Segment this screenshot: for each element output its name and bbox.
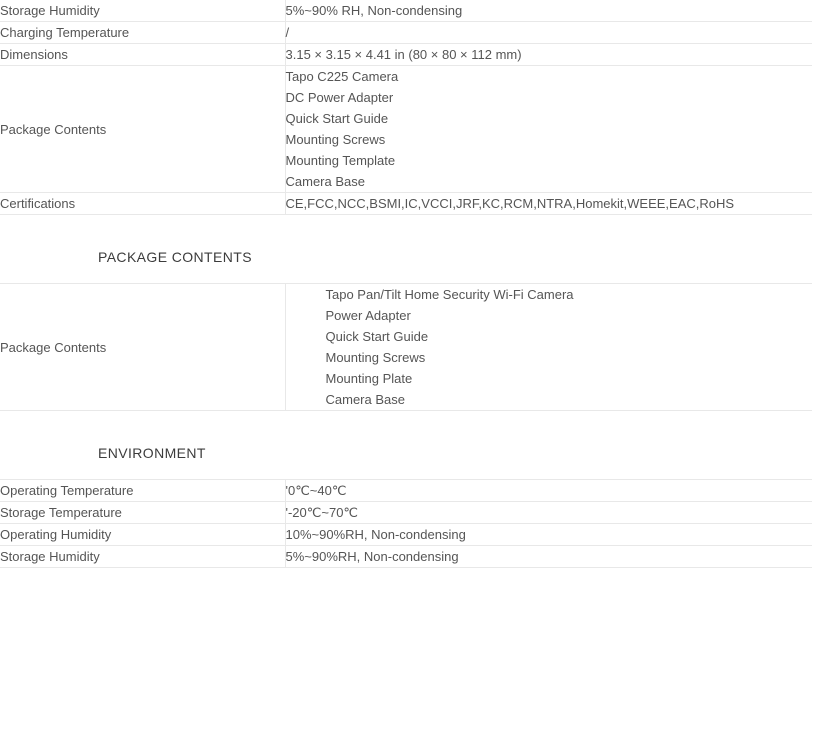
list-item: Quick Start Guide [285,111,389,126]
row-label: Package Contents [0,66,285,193]
section-heading-environment: ENVIRONMENT [98,445,206,461]
table-row [0,66,812,193]
table-row [0,0,812,22]
row-label: Dimensions [0,44,285,66]
list-item: Camera Base [285,174,365,189]
list-item: Mounting Screws [325,350,426,365]
row-label [0,22,285,44]
row-label: Operating Humidity [0,524,285,546]
row-label: Operating Temperature [0,480,285,502]
row-value: 5%~90% RH, Non-condensing [285,0,812,22]
row-value: '-20℃~70℃ [285,502,812,524]
specifications-table [0,0,812,215]
table-row [0,524,812,546]
table-row [0,546,812,568]
table-row [0,480,812,502]
list-item: Mounting Plate [325,371,413,386]
list-item: Mounting Screws [285,132,386,147]
row-value: 10%~90%RH, Non-condensing [285,524,812,546]
row-label: Certifications [0,193,285,215]
row-value-list [285,66,812,193]
table-row [0,22,812,44]
row-label: Storage Humidity [0,546,285,568]
list-item: Power Adapter [325,308,411,323]
table-row [0,193,812,215]
list-item: Camera Base [325,392,405,407]
row-value: 3.15 × 3.15 × 4.41 in (80 × 80 × 112 mm) [285,44,812,66]
row-value: 5%~90%RH, Non-condensing [285,546,812,568]
row-value: '0℃~40℃ [285,480,812,502]
list-item: DC Power Adapter [285,90,394,105]
row-label: Storage Humidity [0,0,285,22]
row-label: Package Contents [0,284,285,411]
row-label-text: Charging Temperature [0,25,130,40]
list-item: Quick Start Guide [325,329,429,344]
list-item: Tapo C225 Camera [285,69,399,84]
row-value: / [285,22,812,44]
row-value: CE,FCC,NCC,BSMI,IC,VCCI,JRF,KC,RCM,NTRA,Homekit,WEEE,EAC,RoHS [285,193,812,215]
list-item: Mounting Template [285,153,396,168]
row-label: Storage Temperature [0,502,285,524]
table-row [0,44,812,66]
table-row [0,284,812,411]
section-heading-package-contents: PACKAGE CONTENTS [98,249,252,265]
environment-table [0,479,812,568]
package-contents-table [0,283,812,411]
list-item: Tapo Pan/Tilt Home Security Wi-Fi Camera [325,287,574,302]
table-row [0,502,812,524]
row-value-list [285,284,812,411]
